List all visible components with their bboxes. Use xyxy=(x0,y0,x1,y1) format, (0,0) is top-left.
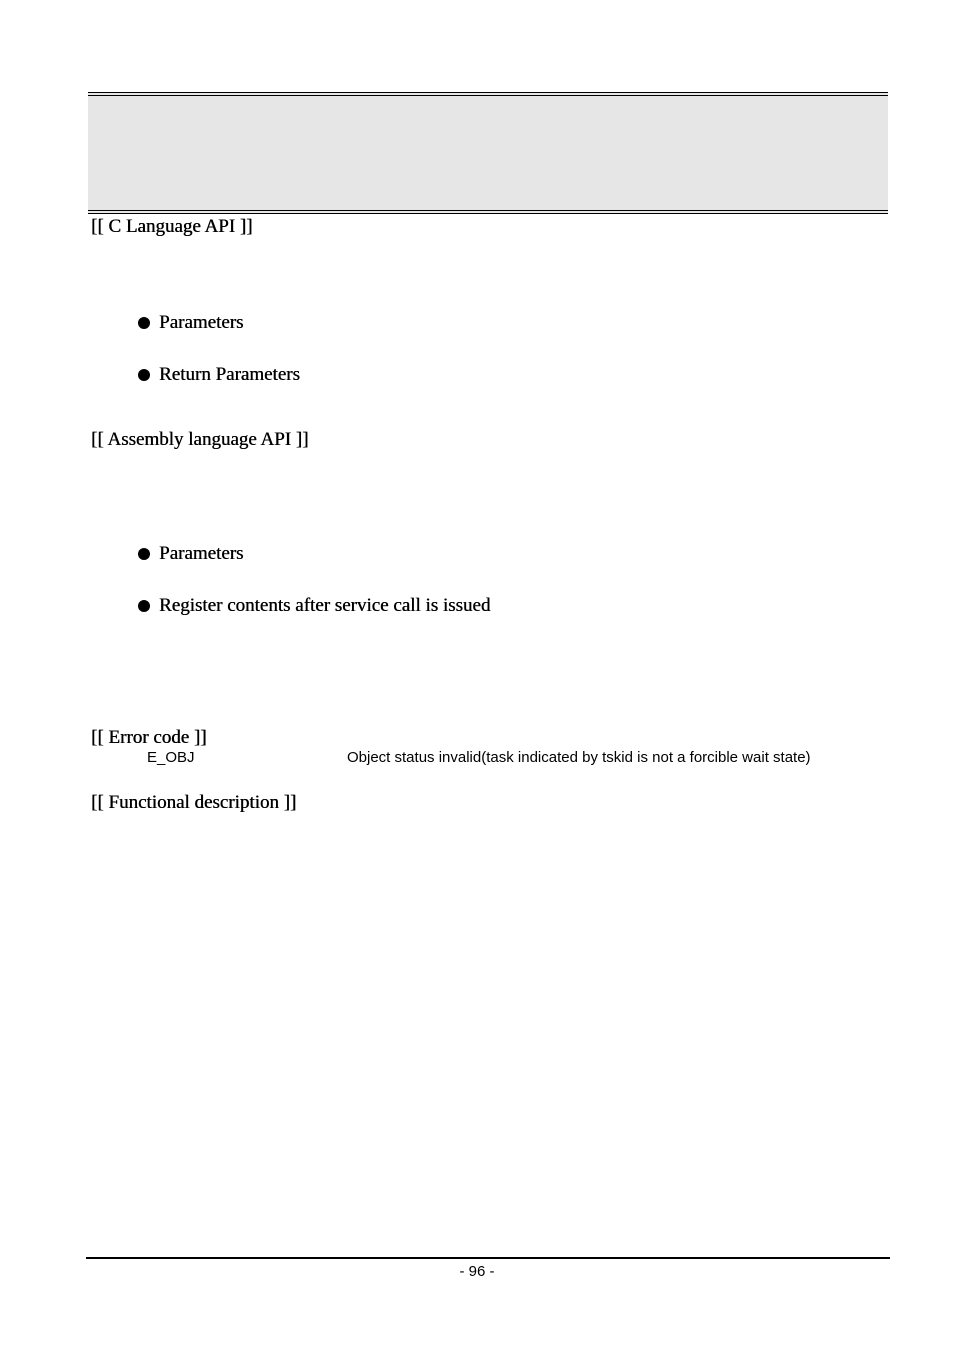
c-api-return-parameters-item xyxy=(138,364,300,386)
c-language-api-heading: [[ C Language API ]] xyxy=(91,216,253,237)
asm-api-parameters-item xyxy=(138,543,243,565)
bullet-icon xyxy=(138,369,150,381)
bullet-label: Register contents after service call is issued xyxy=(159,595,491,616)
bullet-icon xyxy=(138,317,150,329)
bullet-label: Parameters xyxy=(159,312,244,333)
bullet-label: Parameters xyxy=(159,543,244,564)
c-api-parameters-item xyxy=(138,312,243,334)
bullet-label: Return Parameters xyxy=(159,364,300,385)
error-code-row xyxy=(0,748,954,768)
page-number: - 96 - xyxy=(459,1263,495,1280)
header-box xyxy=(88,92,888,214)
assembly-language-api-heading: [[ Assembly language API ]] xyxy=(91,429,309,450)
error-code-heading: [[ Error code ]] xyxy=(91,727,207,748)
error-code-value: E_OBJ xyxy=(147,749,195,766)
functional-description-heading: [[ Functional description ]] xyxy=(91,792,297,813)
bullet-icon xyxy=(138,548,150,560)
footer-divider xyxy=(86,1257,890,1259)
error-code-description: Object status invalid(task indicated by tskid is not a forcible wait state) xyxy=(347,749,811,766)
bullet-icon xyxy=(138,600,150,612)
asm-api-register-contents-item xyxy=(138,595,490,617)
